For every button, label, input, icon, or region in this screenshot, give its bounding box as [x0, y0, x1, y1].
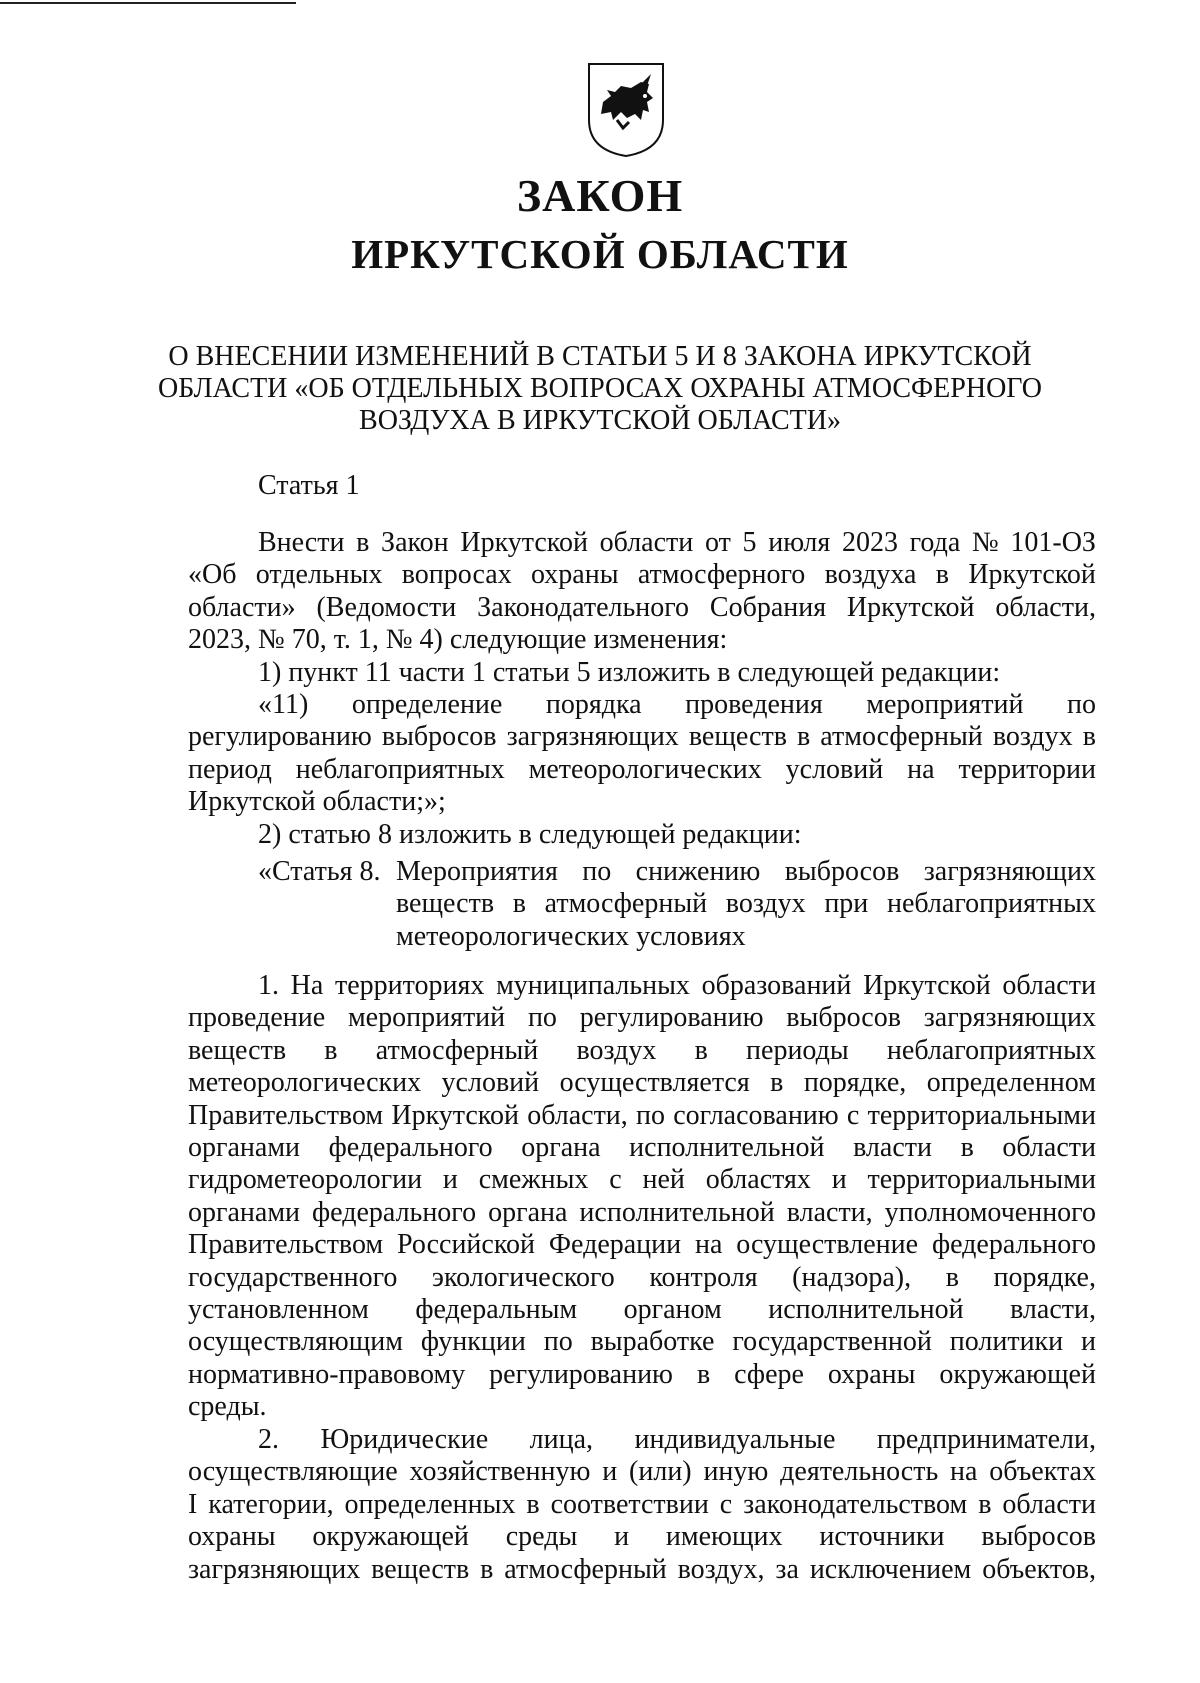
word: условий [785, 753, 884, 785]
word: источники [819, 1521, 945, 1553]
word: на [695, 1229, 723, 1261]
word: федеральным [415, 1293, 578, 1325]
word: атмосферного [637, 559, 806, 591]
word: соответствии [550, 1488, 709, 1520]
text-line [188, 1554, 1096, 1586]
word: Законодательного [477, 591, 690, 623]
word: территориальными [867, 1164, 1096, 1196]
word: при [824, 888, 869, 920]
word: органами [188, 1196, 301, 1228]
word: от [704, 527, 731, 558]
word: государственной [732, 1326, 932, 1358]
word: неблагоприятных [886, 888, 1096, 920]
text-line [188, 1197, 1096, 1229]
word: неблагоприятных [295, 753, 505, 785]
word: органом [623, 1293, 722, 1325]
article8-label: «Статья 8. [258, 856, 381, 887]
word: органа [521, 1131, 601, 1163]
word: и [614, 1521, 630, 1553]
text-line [188, 970, 1096, 1002]
word: исполнительной [579, 1196, 775, 1228]
article-label: Статья 1 [258, 470, 360, 501]
word: федерального [931, 1229, 1096, 1261]
word: окружающей [312, 1521, 469, 1553]
word: территориальными [867, 1099, 1096, 1131]
word: на [907, 753, 935, 785]
word: категории, [208, 1488, 334, 1520]
word: 2. [258, 1424, 279, 1455]
word: воздух [992, 721, 1073, 753]
word: определенном [926, 1067, 1096, 1099]
word: Собрания [709, 591, 827, 623]
word: федерального [328, 1131, 493, 1163]
text-line [188, 1456, 1096, 1488]
word: в [1082, 721, 1096, 753]
text-line [396, 888, 1096, 920]
text-line: 2023, № 70, т. 1, № 4) следующие изменения: [188, 624, 728, 656]
word: осуществление [736, 1229, 919, 1261]
word: областях [705, 1164, 811, 1196]
word: исполнительной [629, 1131, 825, 1163]
word: № [971, 527, 999, 558]
word: области [1002, 1488, 1096, 1520]
word: контроля [649, 1261, 758, 1293]
word: территории [958, 753, 1096, 785]
word: области [1002, 1131, 1096, 1163]
text-line [188, 1164, 1096, 1196]
word: в [945, 1261, 959, 1293]
word: среды [505, 1521, 578, 1553]
word: 1. [258, 970, 279, 1001]
text-line [188, 1489, 1096, 1521]
word: веществ [688, 721, 787, 753]
word: веществ [396, 888, 495, 920]
word: имеющих [665, 1521, 783, 1553]
word: 5 [742, 527, 757, 558]
word: снижению [635, 856, 761, 887]
word: политики [949, 1326, 1064, 1358]
word: отдельных [255, 559, 383, 591]
top-rule [0, 2, 296, 4]
word: порядка [545, 688, 642, 720]
word: области [1002, 970, 1096, 1001]
word: по [1067, 688, 1096, 720]
text-line [188, 1002, 1096, 1034]
word: объектах [989, 1456, 1096, 1488]
word: 2023 [841, 527, 898, 558]
word: предприниматели, [876, 1424, 1096, 1455]
paragraph-1 [188, 970, 1096, 1423]
text-line: 1) пункт 11 части 1 статьи 5 изложить в следующей редакции: [258, 656, 1001, 688]
text-line [188, 754, 1096, 786]
word: индивидуальные [634, 1424, 836, 1455]
word: выбросов [981, 1521, 1096, 1553]
word: (надзора), [792, 1261, 912, 1293]
text-line: 2) статью 8 изложить в следующей редакции: [258, 818, 802, 850]
word: в [480, 1553, 494, 1585]
word: с [846, 1099, 860, 1131]
word: сфере [734, 1358, 804, 1390]
article8-title [396, 856, 1096, 953]
word: и [602, 1456, 618, 1488]
word: смежных [478, 1164, 589, 1196]
word: в [770, 1067, 784, 1099]
text-line [188, 1035, 1096, 1067]
word: регулированию [579, 1002, 764, 1034]
word: органами [188, 1131, 301, 1163]
word: атмосферный [375, 1034, 539, 1066]
word: загрязняющих [923, 856, 1096, 887]
word: мероприятий [347, 1002, 506, 1034]
text-line [188, 1326, 1096, 1358]
word: воздух [576, 1034, 657, 1066]
word: по [527, 1002, 557, 1034]
word: и [442, 1164, 458, 1196]
word: мероприятий [866, 688, 1024, 720]
word: загрязняющих [188, 1553, 361, 1585]
word: воздух, [677, 1553, 765, 1585]
text-line [188, 1521, 1096, 1553]
word: власти [853, 1131, 932, 1163]
word: лица, [529, 1424, 593, 1455]
word: области, [527, 1099, 628, 1131]
word: объектов, [982, 1553, 1096, 1585]
word: охраны [188, 1521, 276, 1553]
word: Российской [397, 1229, 536, 1261]
text-line: Иркутской области;»; [188, 786, 446, 818]
word: уполномоченного [884, 1196, 1096, 1228]
word: Юридические [320, 1424, 489, 1455]
word: в [978, 1488, 992, 1520]
word: органа [488, 1196, 568, 1228]
text-line: среды. [188, 1391, 267, 1423]
document-subtitle: ИРКУТСКОЙ ОБЛАСТИ [351, 231, 849, 277]
word: в [797, 721, 811, 753]
word: 101-ОЗ [1010, 527, 1096, 558]
word: в [356, 527, 370, 558]
word: регулированию [188, 721, 372, 753]
word: на [950, 1456, 978, 1488]
word: Иркутской [460, 527, 588, 558]
word: и [831, 1164, 847, 1196]
word: Внести [258, 527, 345, 558]
word: выбросов [784, 856, 900, 887]
word: порядке, [803, 1067, 907, 1099]
text-line [188, 1229, 1096, 1261]
word: (Ведомости [316, 591, 457, 623]
text-line [188, 1359, 1096, 1391]
word: ней [642, 1164, 685, 1196]
word: загрязняющих [506, 721, 679, 753]
word: в [526, 1488, 540, 1520]
word: области [599, 527, 694, 558]
word: метеорологических [528, 753, 762, 785]
word: условий [441, 1067, 540, 1099]
word: Федерации [548, 1229, 682, 1261]
text-line [188, 1262, 1096, 1294]
word: образований [701, 970, 852, 1001]
word: законодательством [743, 1488, 968, 1520]
word: области, [995, 591, 1096, 623]
word: по [636, 1099, 665, 1131]
word: исключением [809, 1553, 972, 1585]
word: выработке [590, 1326, 715, 1358]
word: атмосферный [820, 721, 983, 753]
word: установленном [188, 1293, 369, 1325]
word: в [935, 559, 950, 591]
word: федерального [312, 1196, 477, 1228]
word: власти, [1010, 1293, 1096, 1325]
text-line [188, 1424, 1096, 1456]
word: иную [703, 1456, 769, 1488]
word: воздух [725, 888, 806, 920]
word: охраны [827, 1358, 916, 1390]
word: осуществляющие [188, 1456, 398, 1488]
word: метеорологических [188, 1067, 422, 1099]
word: осуществляется [559, 1067, 750, 1099]
document-title: ЗАКОН [516, 170, 684, 221]
text-line [188, 1100, 1096, 1132]
word: нормативно-правовому [188, 1358, 466, 1390]
word: На [290, 970, 324, 1001]
text-line [396, 856, 1096, 888]
word: Иркутской [968, 559, 1096, 591]
word: неблагоприятных [886, 1034, 1096, 1066]
amendment-block [188, 527, 1096, 851]
text-line [188, 1294, 1096, 1326]
heading-line: О ВНЕСЕНИИ ИЗМЕНЕНИЙ В СТАТЬИ 5 И 8 ЗАКОНА ИРКУТСКОЙ [168, 341, 1032, 372]
text-line [188, 527, 1096, 559]
word: веществ [188, 1034, 287, 1066]
word: муниципальных [496, 970, 690, 1001]
word: за [775, 1553, 799, 1585]
word: выбросов [381, 721, 497, 753]
word: области» [188, 591, 296, 623]
word: функции [420, 1326, 526, 1358]
word: выбросов [786, 1002, 901, 1034]
word: и [1081, 1326, 1096, 1358]
word: Иркутской [391, 1099, 519, 1131]
word: Правительством [188, 1229, 384, 1261]
word: Иркутской [863, 970, 991, 1001]
text-line [188, 592, 1096, 624]
word: порядке, [993, 1261, 1096, 1293]
word: определенных [344, 1488, 516, 1520]
word: загрязняющих [923, 1002, 1096, 1034]
word: проведения [685, 688, 823, 720]
word: проведение [188, 1002, 326, 1034]
text-line [188, 689, 1096, 721]
word: регулированию [489, 1358, 673, 1390]
word: согласованию [673, 1099, 839, 1131]
word: Иркутской [846, 591, 975, 623]
word: хозяйственную [409, 1456, 591, 1488]
word: вопросах [401, 559, 512, 591]
word: в [512, 888, 526, 920]
word: (или) [629, 1456, 692, 1488]
word: атмосферный [544, 888, 708, 920]
word: июля [768, 527, 831, 558]
word: в [960, 1131, 974, 1163]
heading-line: ВОЗДУХА В ИРКУТСКОЙ ОБЛАСТИ» [359, 405, 841, 436]
word: атмосферный [504, 1553, 667, 1585]
text-line [188, 1067, 1096, 1099]
coat-of-arms-emblem [587, 62, 665, 158]
word: деятельность [780, 1456, 939, 1488]
word: гидрометеорологии [188, 1164, 423, 1196]
word: Мероприятия [396, 856, 558, 887]
word: государственного [188, 1261, 398, 1293]
word: Закон [381, 527, 449, 558]
word: по [543, 1326, 573, 1358]
word: в [696, 1358, 711, 1390]
word: I [188, 1488, 198, 1520]
word: «Об [188, 559, 237, 591]
word: веществ [371, 1553, 470, 1585]
word: осуществляющим [188, 1326, 403, 1358]
word: года [909, 527, 961, 558]
word: власти, [786, 1196, 873, 1228]
text-line [188, 1132, 1096, 1164]
text-line [188, 721, 1096, 753]
heading-line: ОБЛАСТИ «ОБ ОТДЕЛЬНЫХ ВОПРОСАХ ОХРАНЫ АТМОСФЕРНОГО [157, 373, 1043, 404]
word: по [582, 856, 612, 887]
text-line: метеорологических условиях [396, 920, 746, 952]
law-heading [150, 341, 1050, 437]
word: экологического [431, 1261, 615, 1293]
word: периоды [746, 1034, 849, 1066]
word: окружающей [939, 1358, 1096, 1390]
word: исполнительной [768, 1293, 964, 1325]
word: период [188, 753, 272, 785]
text-line [188, 559, 1096, 591]
word: «11) [258, 688, 309, 720]
word: с [609, 1164, 622, 1196]
word: Правительством [188, 1099, 384, 1131]
word: территориях [335, 970, 485, 1001]
word: охраны [531, 559, 619, 591]
word: определение [351, 688, 503, 720]
word: в [324, 1034, 338, 1066]
paragraph-2 [188, 1424, 1096, 1586]
word: воздуха [824, 559, 917, 591]
word: с [719, 1488, 733, 1520]
word: в [694, 1034, 708, 1066]
